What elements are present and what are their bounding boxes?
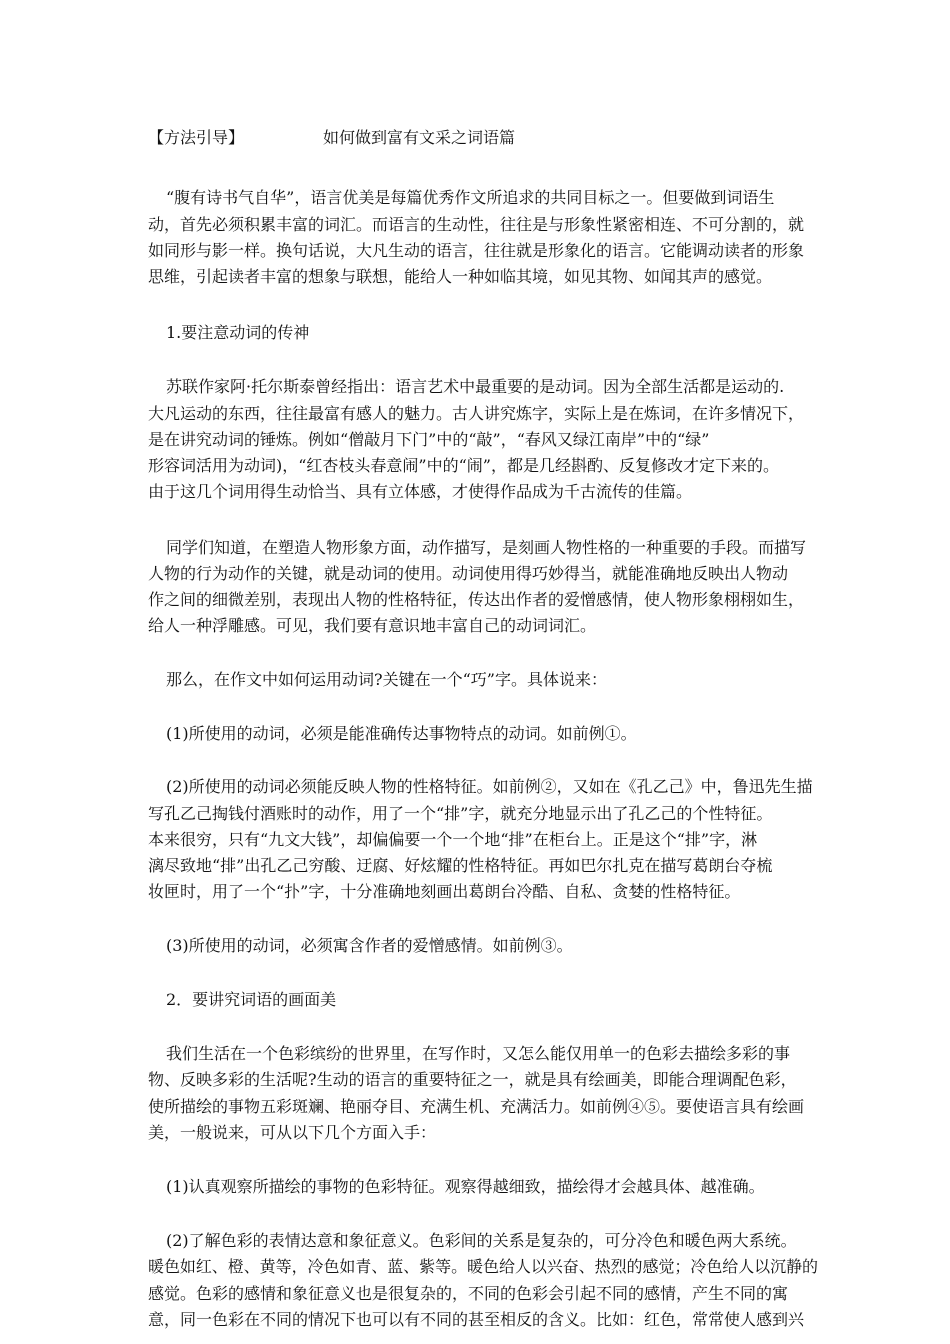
section-tag: 【方法引导】 [148, 128, 245, 147]
text-line: 同学们知道，在塑造人物形象方面，动作描写，是刻画人物性格的一种重要的手段。而描写 [166, 538, 807, 557]
text-line: 给人一种浮雕感。可见，我们要有意识地丰富自己的动词词汇。 [148, 616, 597, 635]
text-line: 妆匣时，用了一个“扑”字，十分准确地刻画出葛朗台冷酷、自私、贪婪的性格特征。 [148, 882, 741, 901]
text-line: 美，一般说来，可从以下几个方面入手： [148, 1123, 437, 1142]
text-line: 2．要讲究词语的画面美 [166, 990, 337, 1009]
text-line: 暖色如红、橙、黄等，冷色如青、蓝、紫等。暖色给人以兴奋、热烈的感觉；冷色给人以沉静的 [148, 1257, 818, 1276]
text-line: 那么，在作文中如何运用动词?关键在一个“巧”字。具体说来： [166, 670, 607, 689]
text-line: 我们生活在一个色彩缤纷的世界里，在写作时，又怎么能仅用单一的色彩去描绘多彩的事 [166, 1044, 791, 1063]
text-line: (1)认真观察所描绘的事物的色彩特征。观察得越细致，描绘得才会越具体、越准确。 [166, 1177, 765, 1196]
text-line: (2)所使用的动词必须能反映人物的性格特征。如前例②，又如在《孔乙己》中，鲁迅先生描 [166, 777, 813, 796]
text-line: 1.要注意动词的传神 [166, 323, 310, 342]
text-line: 漓尽致地“排”出孔乙己穷酸、迂腐、好炫耀的性格特征。再如巴尔扎克在描写葛朗台夺梳 [148, 856, 773, 875]
text-line: 是在讲究动词的锤炼。例如“僧敲月下门”中的“敲”，“春风又绿江南岸”中的“绿” [148, 430, 710, 449]
text-line: 由于这几个词用得生动恰当、具有立体感，才使得作品成为千古流传的佳篇。 [148, 482, 693, 501]
text-line: “腹有诗书气自华”，语言优美是每篇优秀作文所追求的共同目标之一。但要做到词语生 [166, 188, 775, 207]
text-line: 如同形与影一样。换句话说，大凡生动的语言，往往就是形象化的语言。它能调动读者的形象 [148, 241, 805, 260]
text-line: 写孔乙己掏钱付酒账时的动作，用了一个“排”字，就充分地显示出了孔乙己的个性特征。 [148, 804, 773, 823]
text-line: (3)所使用的动词，必须寓含作者的爱憎感情。如前例③。 [166, 936, 573, 955]
text-line: 形容词活用为动词)，“红杏枝头春意闹”中的“闹”，都是几经斟酌、反复修改才定下来的。 [148, 456, 779, 475]
text-line: 意，同一色彩在不同的情况下也可以有不同的甚至相反的含义。比如：红色，常常使人感到兴 [148, 1310, 805, 1329]
text-line: 感觉。色彩的感情和象征意义也是很复杂的，不同的色彩会引起不同的感情，产生不同的寓 [148, 1284, 789, 1303]
text-line: 动，首先必须积累丰富的词汇。而语言的生动性，往往是与形象性紧密相连、不可分割的，就 [148, 215, 805, 234]
text-line: 苏联作家阿·托尔斯泰曾经指出：语言艺术中最重要的是动词。因为全部生活都是运动的. [166, 377, 785, 396]
text-line: 物、反映多彩的生活呢?生动的语言的重要特征之一，就是具有绘画美，即能合理调配色彩， [148, 1070, 797, 1089]
text-line: 人物的行为动作的关键，就是动词的使用。动词使用得巧妙得当，就能准确地反映出人物动 [148, 564, 789, 583]
text-line: 作之间的细微差别，表现出人物的性格特征，传达出作者的爱憎感情，使人物形象栩栩如生， [148, 590, 805, 609]
text-line: 本来很穷，只有“九文大钱”，却偏偏要一个一个地“排”在柜台上。正是这个“排”字，淋 [148, 830, 758, 849]
text-line: (2)了解色彩的表情达意和象征意义。色彩间的关系是复杂的，可分冷色和暖色两大系统。 [166, 1231, 797, 1250]
text-line: (1)所使用的动词，必须是能准确传达事物特点的动词。如前例①。 [166, 724, 637, 743]
text-line: 思维，引起读者丰富的想象与联想，能给人一种如临其境，如见其物、如闻其声的感觉。 [148, 267, 773, 286]
page-title: 如何做到富有文采之词语篇 [323, 128, 516, 147]
text-line: 使所描绘的事物五彩斑斓、艳丽夺目、充满生机、充满活力。如前例④⑤。要使语言具有绘画 [148, 1097, 805, 1116]
text-line: 大凡运动的东西，往往最富有感人的魅力。古人讲究炼字，实际上是在炼词，在许多情况下， [148, 404, 805, 423]
